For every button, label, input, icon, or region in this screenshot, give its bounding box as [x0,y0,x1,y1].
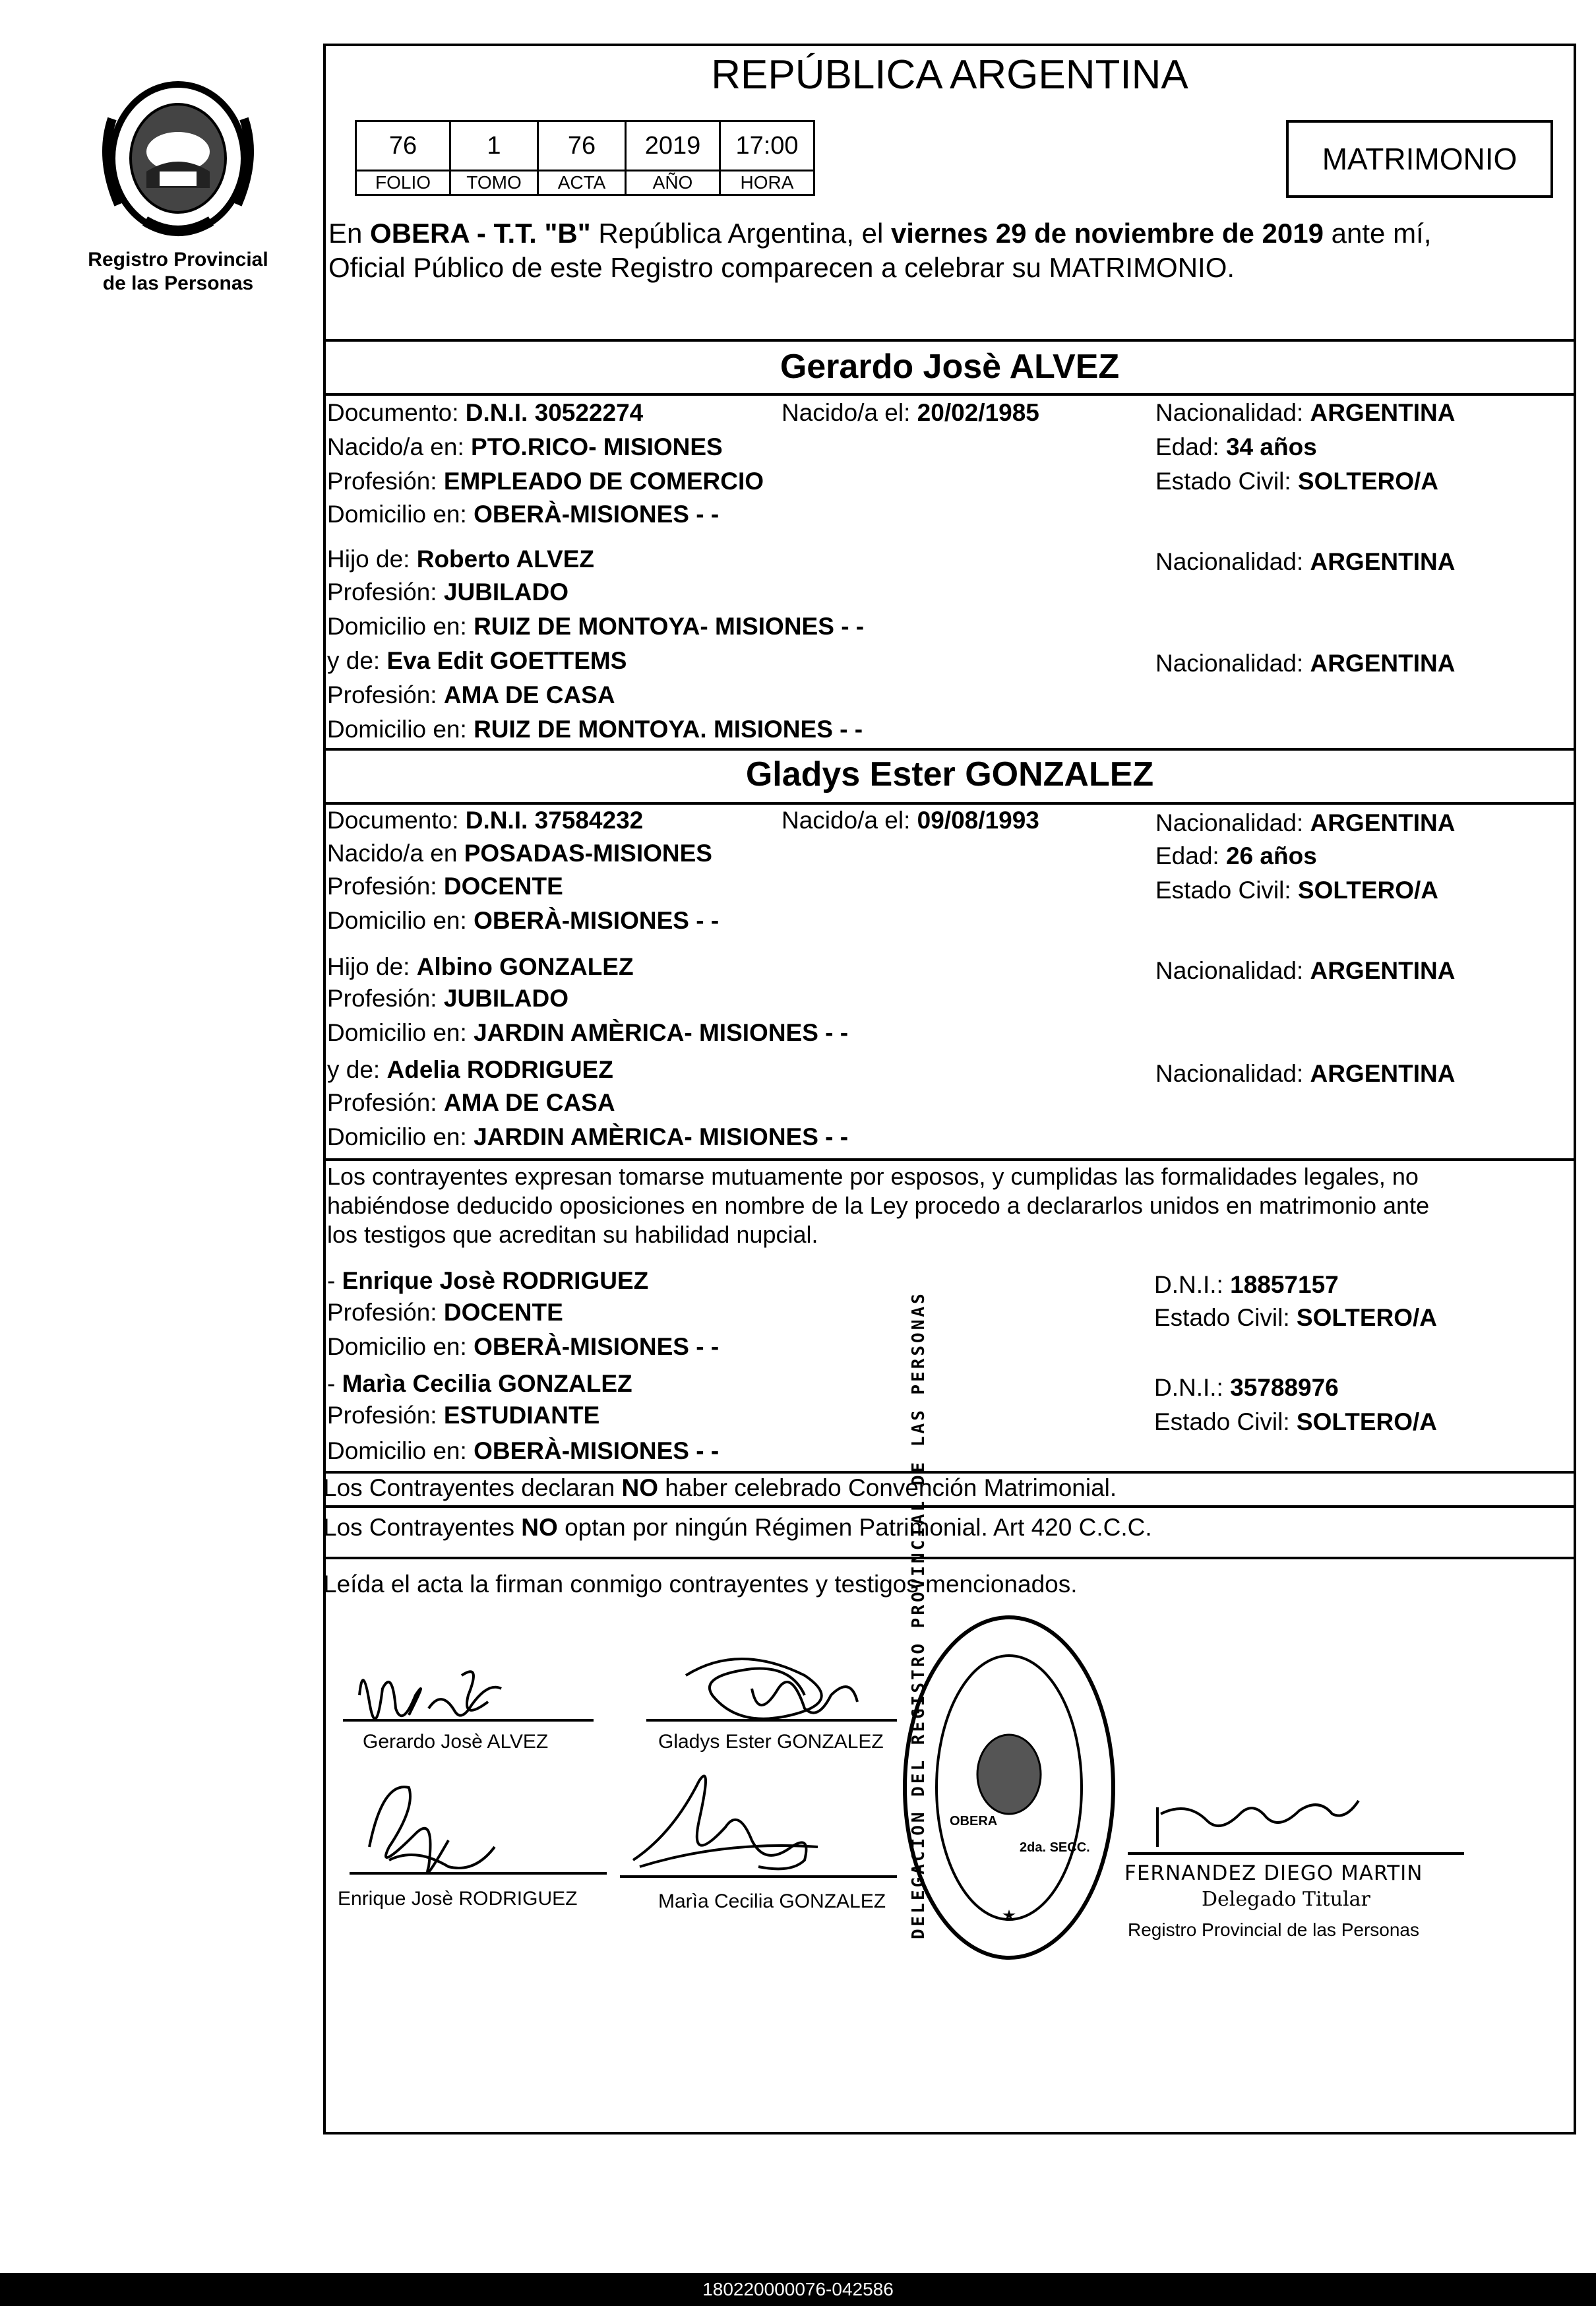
folio-label: FOLIO [356,171,450,195]
value: ESTUDIANTE [443,1402,600,1429]
label: Edad: [1155,433,1226,460]
groom-nationality [1155,398,1455,427]
divider [323,393,1576,396]
label: y de: [327,1056,387,1083]
official-stamp [897,1291,1121,1966]
text: Los Contrayentes [323,1514,522,1541]
officer-title: Delegado Titular [1202,1888,1370,1911]
tomo-value: 1 [450,121,538,171]
signature-4-caption: Marìa Cecilia GONZALEZ [658,1890,886,1912]
divider [323,1557,1576,1559]
witness2-civil-status [1154,1408,1437,1437]
intro-place: OBERA - T.T. "B" [370,218,591,249]
logo-caption-line1: Registro Provincial [88,249,268,270]
intro-text-2: República Argentina, el [590,218,891,249]
value: ARGENTINA [1310,957,1456,984]
label: Profesión: [327,1089,444,1116]
bride-father-domicile [327,1018,848,1047]
prefix: - [327,1267,342,1294]
label: Profesión: [327,1299,444,1326]
value: Adelia RODRIGUEZ [386,1056,613,1083]
value: 34 años [1225,433,1317,460]
label: Nacionalidad: [1155,957,1310,984]
bride-nationality [1155,809,1455,838]
value: ARGENTINA [1310,809,1456,836]
label: D.N.I.: [1154,1271,1231,1298]
groom-father-nationality [1155,547,1455,576]
bride-birthplace [327,839,712,868]
value: ARGENTINA [1310,399,1456,426]
value: JUBILADO [443,578,568,606]
witness2-profession [327,1401,599,1430]
seal-icon [99,73,257,244]
bride-profession [327,872,563,901]
closing-statement: Leída el acta la firman conmigo contrayentes y testigos mencionados. [323,1571,1078,1598]
bride-document [327,806,643,835]
bride-mother [327,1055,613,1084]
label: Hijo de: [327,545,417,573]
bride-father-profession [327,984,568,1013]
value: AMA DE CASA [443,1089,615,1116]
year-label: AÑO [626,171,720,195]
groom-civil-status [1155,467,1438,496]
folio-value: 76 [356,121,450,171]
text: Los Contrayentes declaran [323,1474,622,1501]
value: RUIZ DE MONTOYA. MISIONES - - [474,716,863,743]
value: AMA DE CASA [443,681,615,708]
label: Domicilio en: [327,1019,474,1046]
groom-domicile [327,500,719,529]
divider [323,1505,1576,1508]
value: PTO.RICO- MISIONES [471,433,723,460]
witness2-name [327,1369,632,1398]
label: Nacionalidad: [1155,548,1310,575]
label: Domicilio en: [327,1333,474,1360]
label: Profesión: [327,578,444,606]
groom-mother-profession [327,681,615,710]
groom-name: Gerardo Josè ALVEZ [780,348,1120,386]
bride-name: Gladys Ester GONZALEZ [745,755,1154,794]
value: EMPLEADO DE COMERCIO [443,468,764,495]
signature-2-caption: Gladys Ester GONZALEZ [658,1731,884,1753]
value: POSADAS-MISIONES [464,840,712,867]
intro-paragraph [328,216,1431,285]
value: 18857157 [1230,1271,1339,1298]
country-title: REPÚBLICA ARGENTINA [711,52,1188,98]
groom-document [327,398,643,427]
divider [323,802,1576,805]
value: SOLTERO/A [1297,468,1439,495]
officer-organization: Registro Provincial de las Personas [1128,1919,1419,1940]
label: Domicilio en: [327,501,474,528]
value: OBERÀ-MISIONES - - [474,1437,720,1464]
bride-age [1155,842,1317,871]
groom-mother-domicile [327,715,863,744]
label: Domicilio en: [327,613,474,640]
label: Nacionalidad: [1155,1060,1310,1087]
label: Documento: [327,807,466,834]
registry-logo-caption [53,248,303,296]
stamp-inner-right: 2da. SECC. [1020,1840,1090,1855]
record-type-box: MATRIMONIO [1286,120,1553,198]
value: Albino GONZALEZ [416,953,634,980]
signature-2-scribble [646,1659,897,1720]
acta-label: ACTA [538,171,626,195]
value: OBERÀ-MISIONES - - [474,1333,720,1360]
value: SOLTERO/A [1297,877,1439,904]
divider [323,339,1576,342]
bride-civil-status [1155,876,1438,905]
divider [323,748,1576,751]
groom-father-domicile [327,612,864,641]
label: Nacionalidad: [1155,650,1310,677]
declaration-line: habiéndose deducido oposiciones en nombre de la Ley procedo a declararlos unidos en matrimonio ante [327,1192,1430,1219]
groom-birthdate [782,398,1039,427]
declaration-line: Los contrayentes expresan tomarse mutuamente por esposos, y cumplidas las formalidades legales, no [327,1163,1419,1190]
officer-signature-scribble [1128,1801,1464,1854]
label: Estado Civil: [1155,468,1298,495]
label: Nacido/a el: [782,399,917,426]
witness2-dni [1154,1373,1339,1402]
groom-mother [327,646,627,675]
province-seal-logo [99,73,257,244]
officer-name: FERNANDEZ DIEGO MARTIN [1124,1861,1423,1885]
tomo-label: TOMO [450,171,538,195]
intro-date: viernes 29 de noviembre de 2019 [890,218,1324,249]
stamp-inner-left: OBERA [950,1814,998,1828]
acta-value: 76 [538,121,626,171]
witness1-name [327,1266,648,1295]
value: DOCENTE [443,873,563,900]
groom-father [327,545,594,574]
signature-1-scribble [343,1671,594,1720]
bride-birthdate [782,806,1039,835]
label: Estado Civil: [1154,1408,1297,1435]
value: JARDIN AMÈRICA- MISIONES - - [474,1019,849,1046]
witness1-civil-status [1154,1303,1437,1332]
groom-father-profession [327,578,568,607]
value: JUBILADO [443,985,568,1012]
bride-father [327,952,634,982]
label: Profesión: [327,873,444,900]
witness1-domicile [327,1332,719,1361]
declaration-paragraph [327,1162,1429,1249]
intro-text-1: En [328,218,371,249]
value: 26 años [1225,842,1317,869]
stamp-ring-text: DELEGACION DEL REGISTRO PROVINCIAL DE LAS PERSONAS [909,1291,929,1939]
label: Domicilio en: [327,907,474,934]
value: D.N.I. 37584232 [465,807,644,834]
bride-mother-nationality [1155,1059,1455,1088]
value: Marìa Cecilia GONZALEZ [342,1370,632,1397]
declaration-line: los testigos que acreditan su habilidad nupcial. [327,1221,818,1248]
signature-3-scribble [350,1787,607,1873]
text-bold: NO [521,1514,558,1541]
convention-line2 [323,1513,1152,1542]
value: JARDIN AMÈRICA- MISIONES - - [474,1123,849,1150]
value: Eva Edit GOETTEMS [386,647,627,674]
value: DOCENTE [443,1299,563,1326]
groom-birthplace [327,433,723,462]
witness1-profession [327,1298,563,1327]
witness1-dni [1154,1270,1339,1299]
value: ARGENTINA [1310,548,1456,575]
record-counters [355,120,815,196]
label: y de: [327,647,387,674]
bride-mother-domicile [327,1123,848,1152]
value: SOLTERO/A [1296,1304,1438,1331]
label: Nacido/a en: [327,433,472,460]
value: Roberto ALVEZ [416,545,594,573]
label: Domicilio en: [327,1123,474,1150]
intro-line2: Oficial Público de este Registro comparecen a celebrar su MATRIMONIO. [328,252,1235,283]
groom-profession [327,467,764,496]
groom-mother-nationality [1155,649,1455,678]
text-bold: NO [621,1474,658,1501]
value: RUIZ DE MONTOYA- MISIONES - - [474,613,865,640]
value: 09/08/1993 [917,807,1039,834]
label: Estado Civil: [1154,1304,1297,1331]
label: Domicilio en: [327,1437,474,1464]
witness2-domicile [327,1437,719,1466]
label: Nacionalidad: [1155,399,1310,426]
signature-1-caption: Gerardo Josè ALVEZ [363,1731,549,1753]
bride-mother-profession [327,1088,615,1117]
label: Hijo de: [327,953,417,980]
hour-value: 17:00 [720,121,814,171]
label: Nacido/a en [327,840,464,867]
document-barcode-footer: 180220000076-042586 [0,2273,1596,2306]
label: Profesión: [327,681,444,708]
value: 35788976 [1230,1374,1339,1401]
text: optan por ningún Régimen Patrimonial. Art 420 C.C.C. [557,1514,1152,1541]
label: Profesión: [327,468,444,495]
intro-text-3: ante mí, [1323,218,1432,249]
value: D.N.I. 30522274 [465,399,644,426]
signature-4-scribble [620,1776,897,1877]
label: Profesión: [327,985,444,1012]
groom-age [1155,433,1317,462]
year-value: 2019 [626,121,720,171]
label: Domicilio en: [327,716,474,743]
label: Nacido/a el: [782,807,917,834]
value: SOLTERO/A [1296,1408,1438,1435]
convention-line1 [323,1474,1117,1503]
value: ARGENTINA [1310,650,1456,677]
label: Edad: [1155,842,1226,869]
bride-domicile [327,906,719,935]
label: Estado Civil: [1155,877,1298,904]
label: Profesión: [327,1402,444,1429]
intro-line1 [328,216,1431,251]
divider [323,1158,1576,1161]
value: 20/02/1985 [917,399,1039,426]
label: D.N.I.: [1154,1374,1231,1401]
value: ARGENTINA [1310,1060,1456,1087]
value: Enrique Josè RODRIGUEZ [342,1267,649,1294]
signature-3-caption: Enrique Josè RODRIGUEZ [338,1888,578,1910]
logo-caption-line2: de las Personas [102,272,254,294]
text: haber celebrado Convención Matrimonial. [658,1474,1117,1501]
value: OBERÀ-MISIONES - - [474,907,720,934]
hour-label: HORA [720,171,814,195]
label: Documento: [327,399,466,426]
prefix: - [327,1370,342,1397]
label: Nacionalidad: [1155,809,1310,836]
bride-father-nationality [1155,956,1455,985]
value: OBERÀ-MISIONES - - [474,501,720,528]
